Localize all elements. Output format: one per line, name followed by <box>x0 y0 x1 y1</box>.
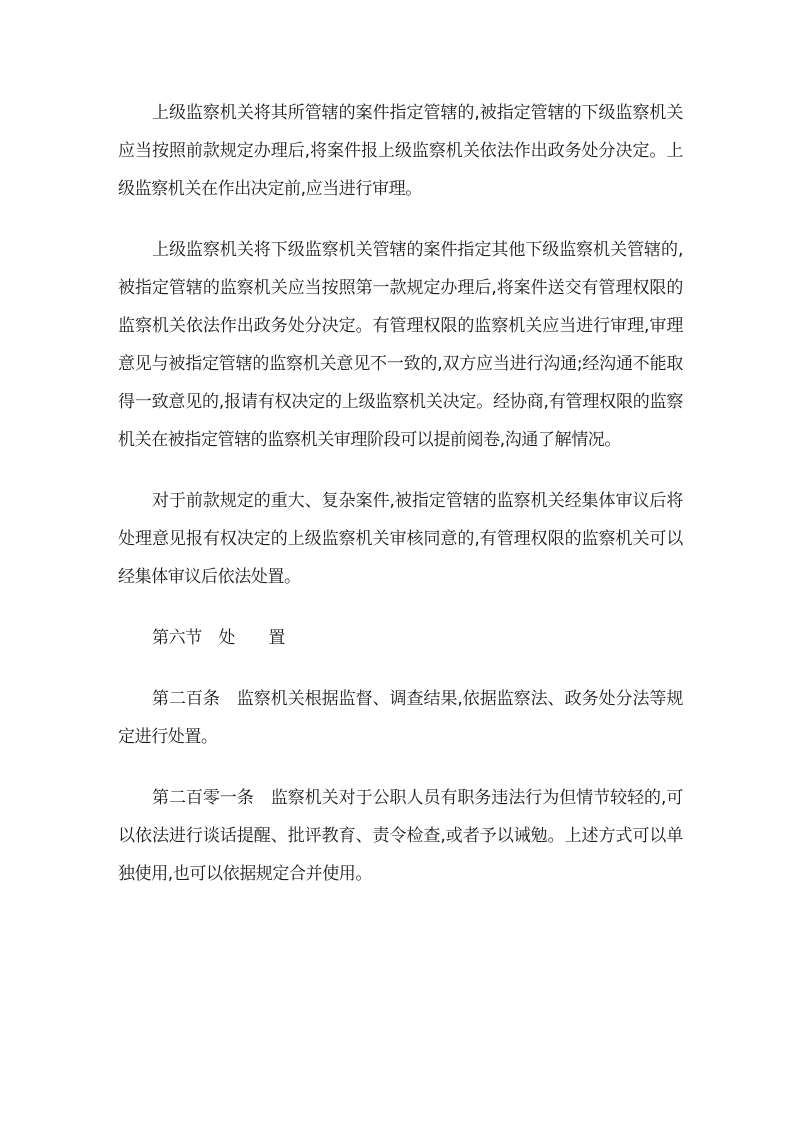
paragraph-lower-level-designation: 上级监察机关将下级监察机关管辖的案件指定其他下级监察机关管辖的,被指定管辖的监察机关应当按照第一款规定办理后,将案件送交有管理权限的监察机关依法作出政务处分决定。有管理权限的监察机关应当进行审理,审理意见与被指定管辖的监察机关意见不一致的,双方应当进行沟通;经沟通不能取得一致意见的,报请有权决定的上级监察机关决定。经协商,有管理权限的监察机关在被指定管辖的监察机关审理阶段可以提前阅卷,沟通了解情况。 <box>118 240 683 450</box>
article-201: 第二百零一条 监察机关对于公职人员有职务违法行为但情节较轻的,可以依法进行谈话提醒、批评教育、责令检查,或者予以诫勉。上述方式可以单独使用,也可以依据规定合并使用。 <box>118 788 683 884</box>
paragraph-major-complex-cases: 对于前款规定的重大、复杂案件,被指定管辖的监察机关经集体审议后将处理意见报有权决定的上级监察机关审核同意的,有管理权限的监察机关可以经集体审议后依法处置。 <box>118 491 683 587</box>
article-200: 第二百条 监察机关根据监督、调查结果,依据监察法、政务处分法等规定进行处置。 <box>118 689 683 747</box>
paragraph-supervisory-designation: 上级监察机关将其所管辖的案件指定管辖的,被指定管辖的下级监察机关应当按照前款规定办理后,将案件报上级监察机关依法作出政务处分决定。上级监察机关在作出决定前,应当进行审理。 <box>118 103 683 199</box>
section-heading: 第六节 处 置 <box>152 628 285 648</box>
